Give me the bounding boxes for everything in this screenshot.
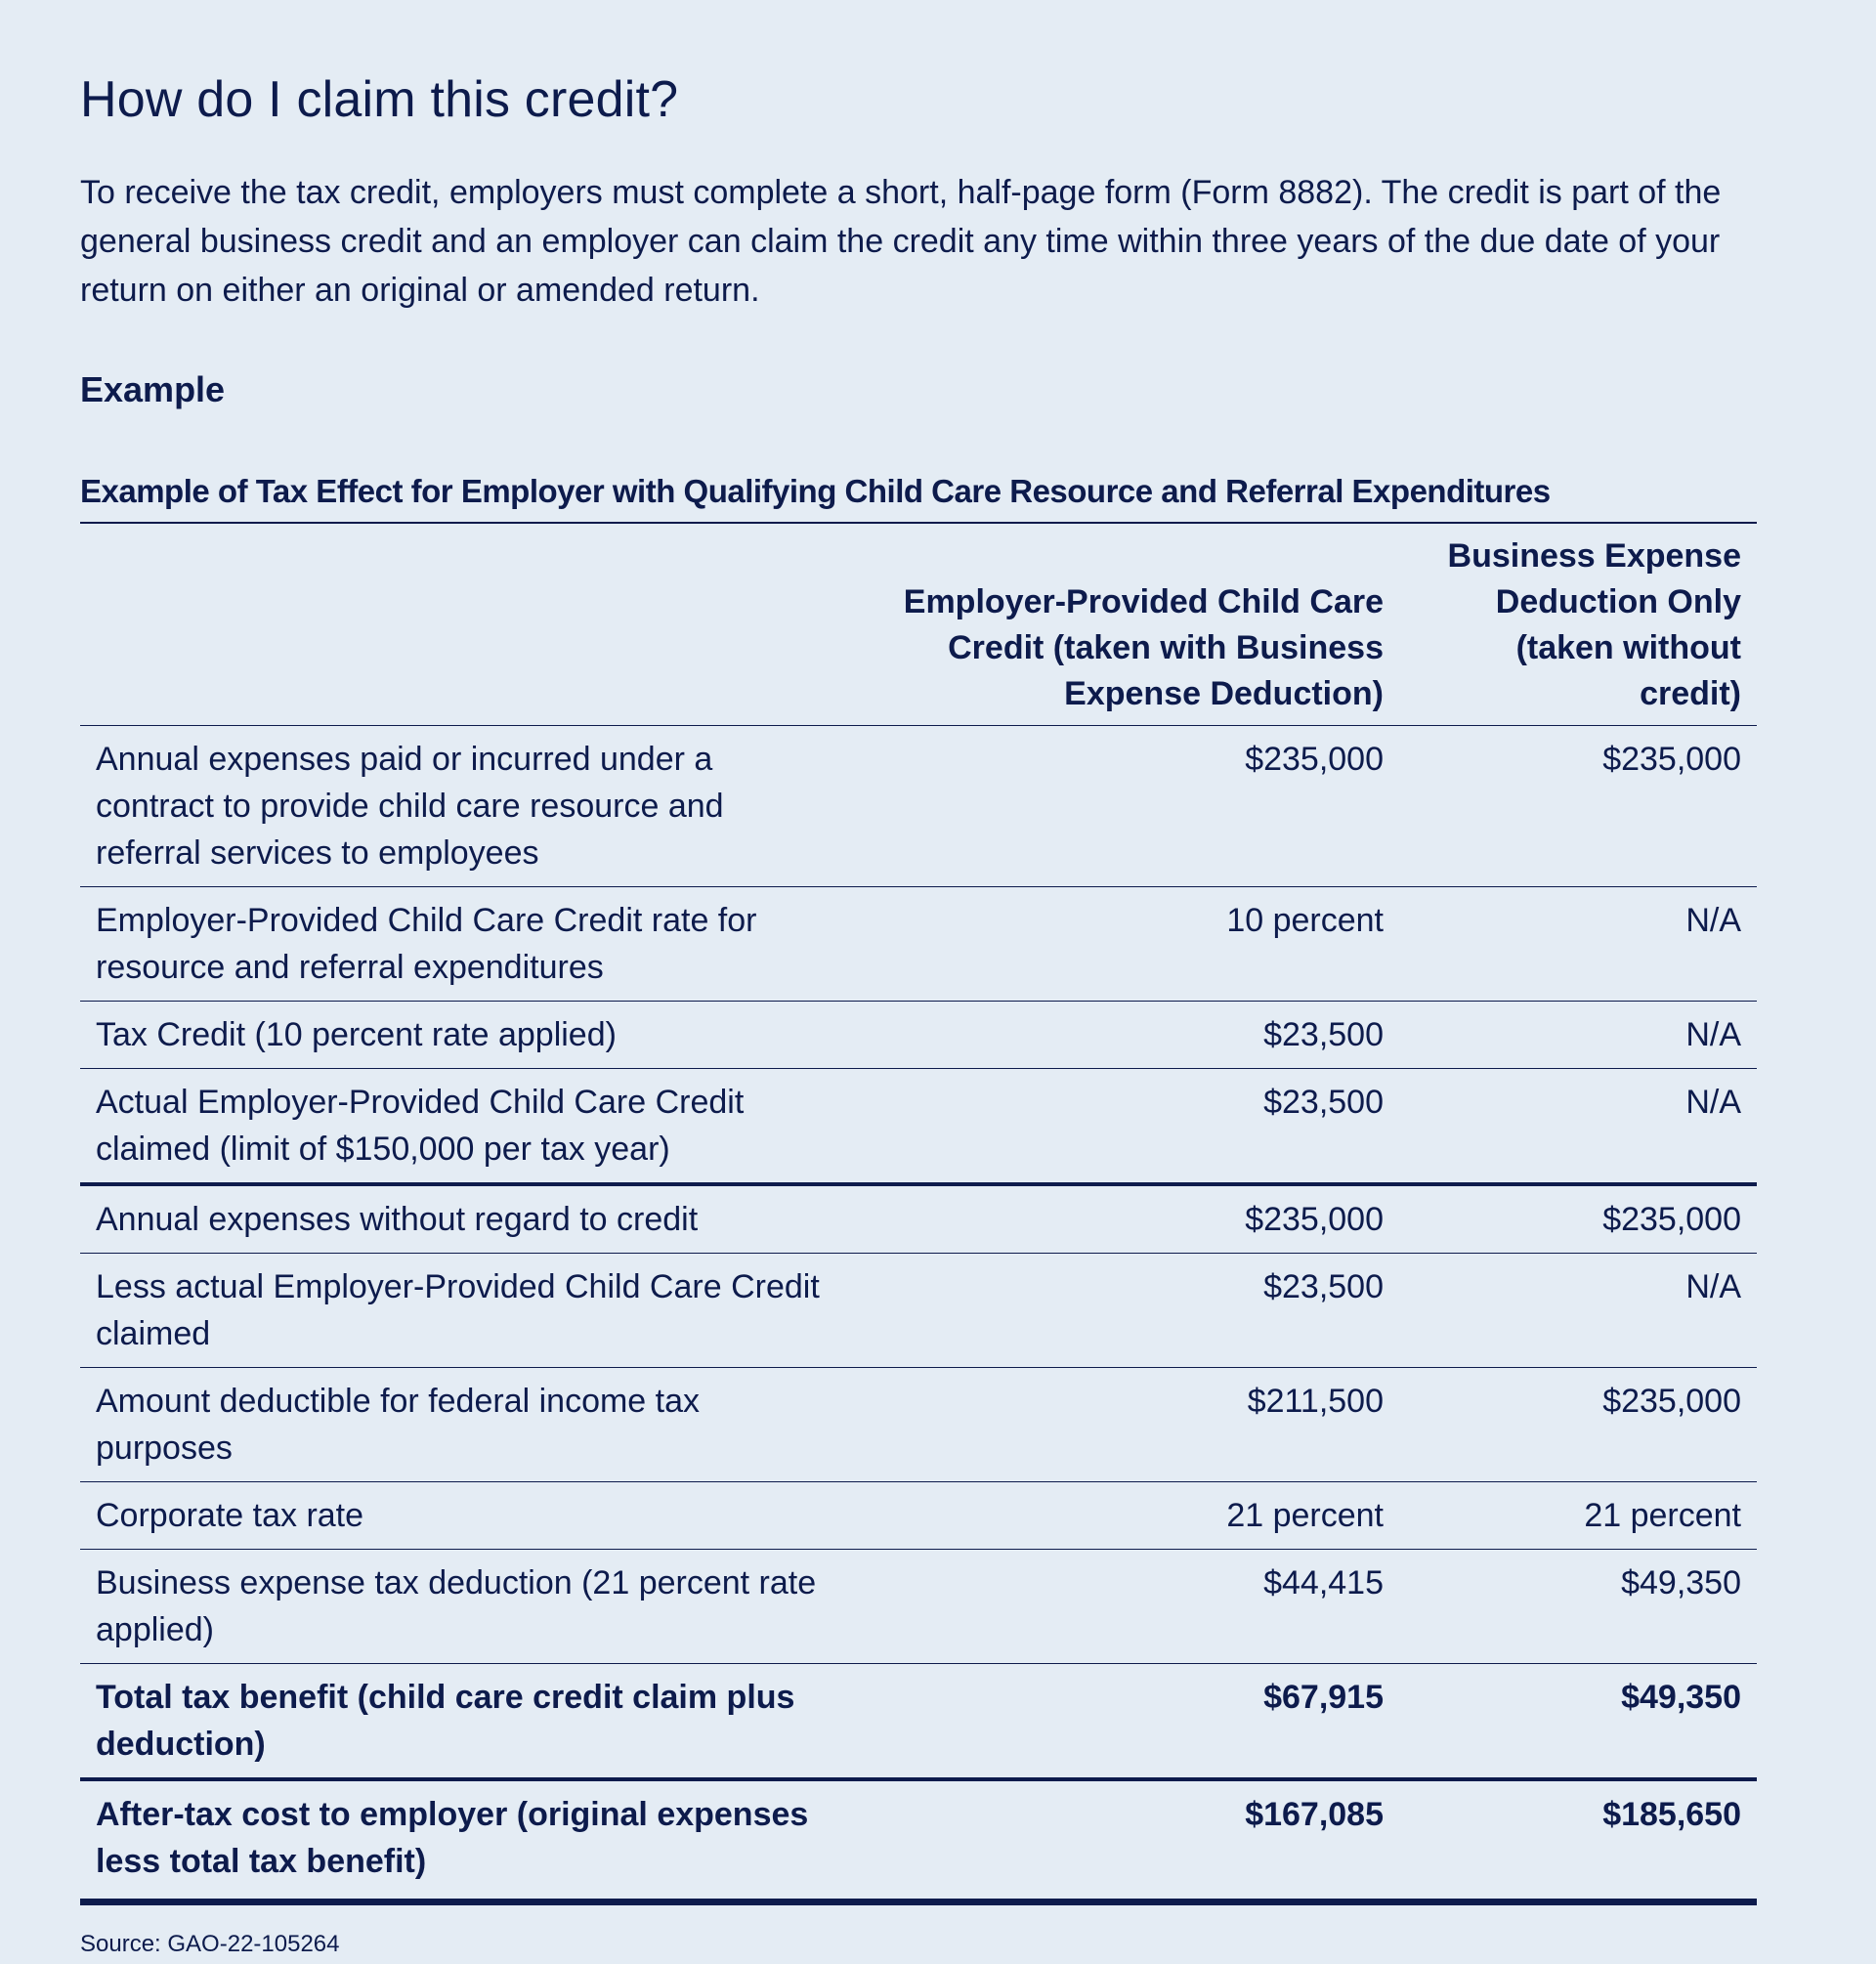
with-credit-value: $235,000 — [862, 1184, 1399, 1254]
deduction-only-value: N/A — [1399, 1002, 1757, 1069]
row-label: Less actual Employer-Provided Child Care Credit claimed — [80, 1254, 862, 1368]
deduction-only-value: N/A — [1399, 887, 1757, 1002]
row-label: Employer-Provided Child Care Credit rate for resource and referral expenditures — [80, 887, 862, 1002]
row-label: Annual expenses paid or incurred under a contract to provide child care resource and referral services to employees — [80, 726, 862, 887]
table-row — [80, 887, 1757, 1002]
with-credit-value: $67,915 — [862, 1664, 1399, 1780]
deduction-only-value: $235,000 — [1399, 1184, 1757, 1254]
table-row — [80, 1550, 1757, 1664]
table-row — [80, 726, 1757, 887]
row-label: Tax Credit (10 percent rate applied) — [80, 1002, 862, 1069]
with-credit-value: $23,500 — [862, 1254, 1399, 1368]
table-row — [80, 1368, 1757, 1482]
source-note: Source: GAO-22-105264 — [80, 1931, 340, 1957]
deduction-only-value: $185,650 — [1399, 1779, 1757, 1902]
table-row — [80, 1254, 1757, 1368]
table-row — [80, 1184, 1757, 1254]
page-heading: How do I claim this credit? — [80, 71, 679, 128]
with-credit-value: $44,415 — [862, 1550, 1399, 1664]
with-credit-value: 10 percent — [862, 887, 1399, 1002]
deduction-only-value: $235,000 — [1399, 726, 1757, 887]
after-tax-cost-row — [80, 1779, 1757, 1902]
row-label: Corporate tax rate — [80, 1482, 862, 1550]
table-title: Example of Tax Effect for Employer with Qualifying Child Care Resource and Referral Expenditures — [80, 473, 1757, 524]
with-credit-value: $167,085 — [862, 1779, 1399, 1902]
example-heading: Example — [80, 369, 226, 409]
header-with-credit: Employer-Provided Child Care Credit (taken with Business Expense Deduction) — [862, 524, 1399, 726]
with-credit-value: $211,500 — [862, 1368, 1399, 1482]
row-label: After-tax cost to employer (original expenses less total tax benefit) — [80, 1779, 862, 1902]
tax-effect-table — [80, 524, 1757, 1905]
row-label: Annual expenses without regard to credit — [80, 1184, 862, 1254]
row-label: Business expense tax deduction (21 percent rate applied) — [80, 1550, 862, 1664]
deduction-only-value: $235,000 — [1399, 1368, 1757, 1482]
deduction-only-value: N/A — [1399, 1254, 1757, 1368]
with-credit-value: $23,500 — [862, 1002, 1399, 1069]
table-row — [80, 1482, 1757, 1550]
intro-paragraph: To receive the tax credit, employers must complete a short, half-page form (Form 8882). The credit is part of the general business credit and an employer can claim the credit any time within three years of the due date of your return on either an original or amended return. — [80, 174, 1722, 309]
deduction-only-value: N/A — [1399, 1069, 1757, 1185]
header-deduction-only: Business Expense Deduction Only (taken without credit) — [1399, 524, 1757, 726]
table-row — [80, 1002, 1757, 1069]
with-credit-value: $235,000 — [862, 726, 1399, 887]
row-label: Actual Employer-Provided Child Care Credit claimed (limit of $150,000 per tax year) — [80, 1069, 862, 1185]
with-credit-value: 21 percent — [862, 1482, 1399, 1550]
header-label — [80, 524, 862, 726]
deduction-only-value: 21 percent — [1399, 1482, 1757, 1550]
total-benefit-row — [80, 1664, 1757, 1780]
deduction-only-value: $49,350 — [1399, 1550, 1757, 1664]
with-credit-value: $23,500 — [862, 1069, 1399, 1185]
deduction-only-value: $49,350 — [1399, 1664, 1757, 1780]
table-header-row — [80, 524, 1757, 726]
row-label: Total tax benefit (child care credit claim plus deduction) — [80, 1664, 862, 1780]
page — [80, 70, 1757, 1958]
table-row — [80, 1069, 1757, 1185]
row-label: Amount deductible for federal income tax purposes — [80, 1368, 862, 1482]
